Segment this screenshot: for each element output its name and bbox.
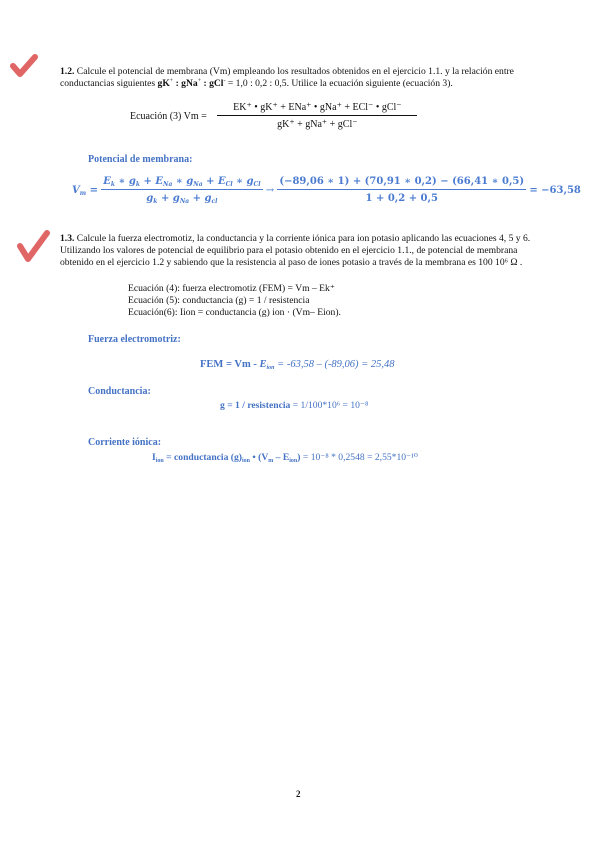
current-heading: Corriente iónica: — [88, 437, 162, 448]
check-mark-icon — [8, 54, 42, 78]
page-number: 2 — [296, 789, 301, 799]
membrane-potential-heading: Potencial de membrana: — [88, 154, 193, 165]
fem-heading: Fuerza electromotriz: — [88, 334, 181, 345]
fem-formula: FEM = $Vm - E_{ion} = -63,58 - (-89,06) = 25,48$ — [200, 359, 395, 371]
check-mark-icon — [14, 228, 54, 268]
conductance-formula: g = 1 / resistencia = 1/100*10⁶ = 10⁻⁸ — [220, 400, 369, 411]
question-1-2: 1.2. Calcule el potencial de membrana (Vm) empleando los resultados obtenidos en el ejercicio 1.1. y la relación entre conductancias siguientes gK+ : gNa+ : gCl- = 1,0 : 0,2 : 0,5. Utilice la ecuación siguiente (ecuación 3). — [60, 66, 514, 89]
equation-list — [128, 283, 341, 319]
equation-5: Ecuación (5): conductancia (g) = 1 / resistencia — [128, 295, 310, 306]
equation-6: Ecuación(6): Iion = conductancia (g) ion · (Vm– Eion). — [128, 307, 341, 318]
equation-4: Ecuación (4): fuerza electromotiz (FEM) = Vm – Ek⁺ — [128, 283, 335, 294]
membrane-potential-calc: $V_m$ = $\frac{E_k ∗ g_k + E_{Na} ∗ g_{Na} + E_{Cl} ∗ g_{Cl}}{g_k + g_{Na} + g_{cl}}$ → $\frac{(-89,06 ∗ 1) + (70,91 ∗ 0,2) - (66,41 ∗ 0,5)}{1 + 0,2 + 0,5}$ = −63,58 — [72, 176, 581, 205]
question-1-3: 1.3. Calcule la fuerza electromotiz, la conductancia y la corriente iónica para ion potasio aplicando las ecuaciones 4, 5 y 6. Utilizando los valores de potencial de equilibrio para el potasio obtenido en el ejercicio 1.1., de potencial de membrana obtenido en el ejercicio 1.2 y sabiendo que la resistencia al paso de iones potasio a través de la membrana es 100 10⁶ Ω . — [60, 233, 531, 268]
conductance-heading: Conductancia: — [88, 386, 151, 397]
current-formula: $I_{ion}$ = conductancia $(g)_{ion}$ • $(V_m - E_{ion}) = 10^{-8} * 0,2548 = 2,55*10^{-10}$ — [152, 452, 418, 464]
equation-3: Ecuación (3) Vm = $\frac{\text{EK⁺ • gK⁺ + ENa⁺ • gNa⁺ + ECl⁻ • gCl⁻}}{\text{gK⁺ + gNa⁺ + gCl⁻}}$ — [130, 102, 417, 130]
